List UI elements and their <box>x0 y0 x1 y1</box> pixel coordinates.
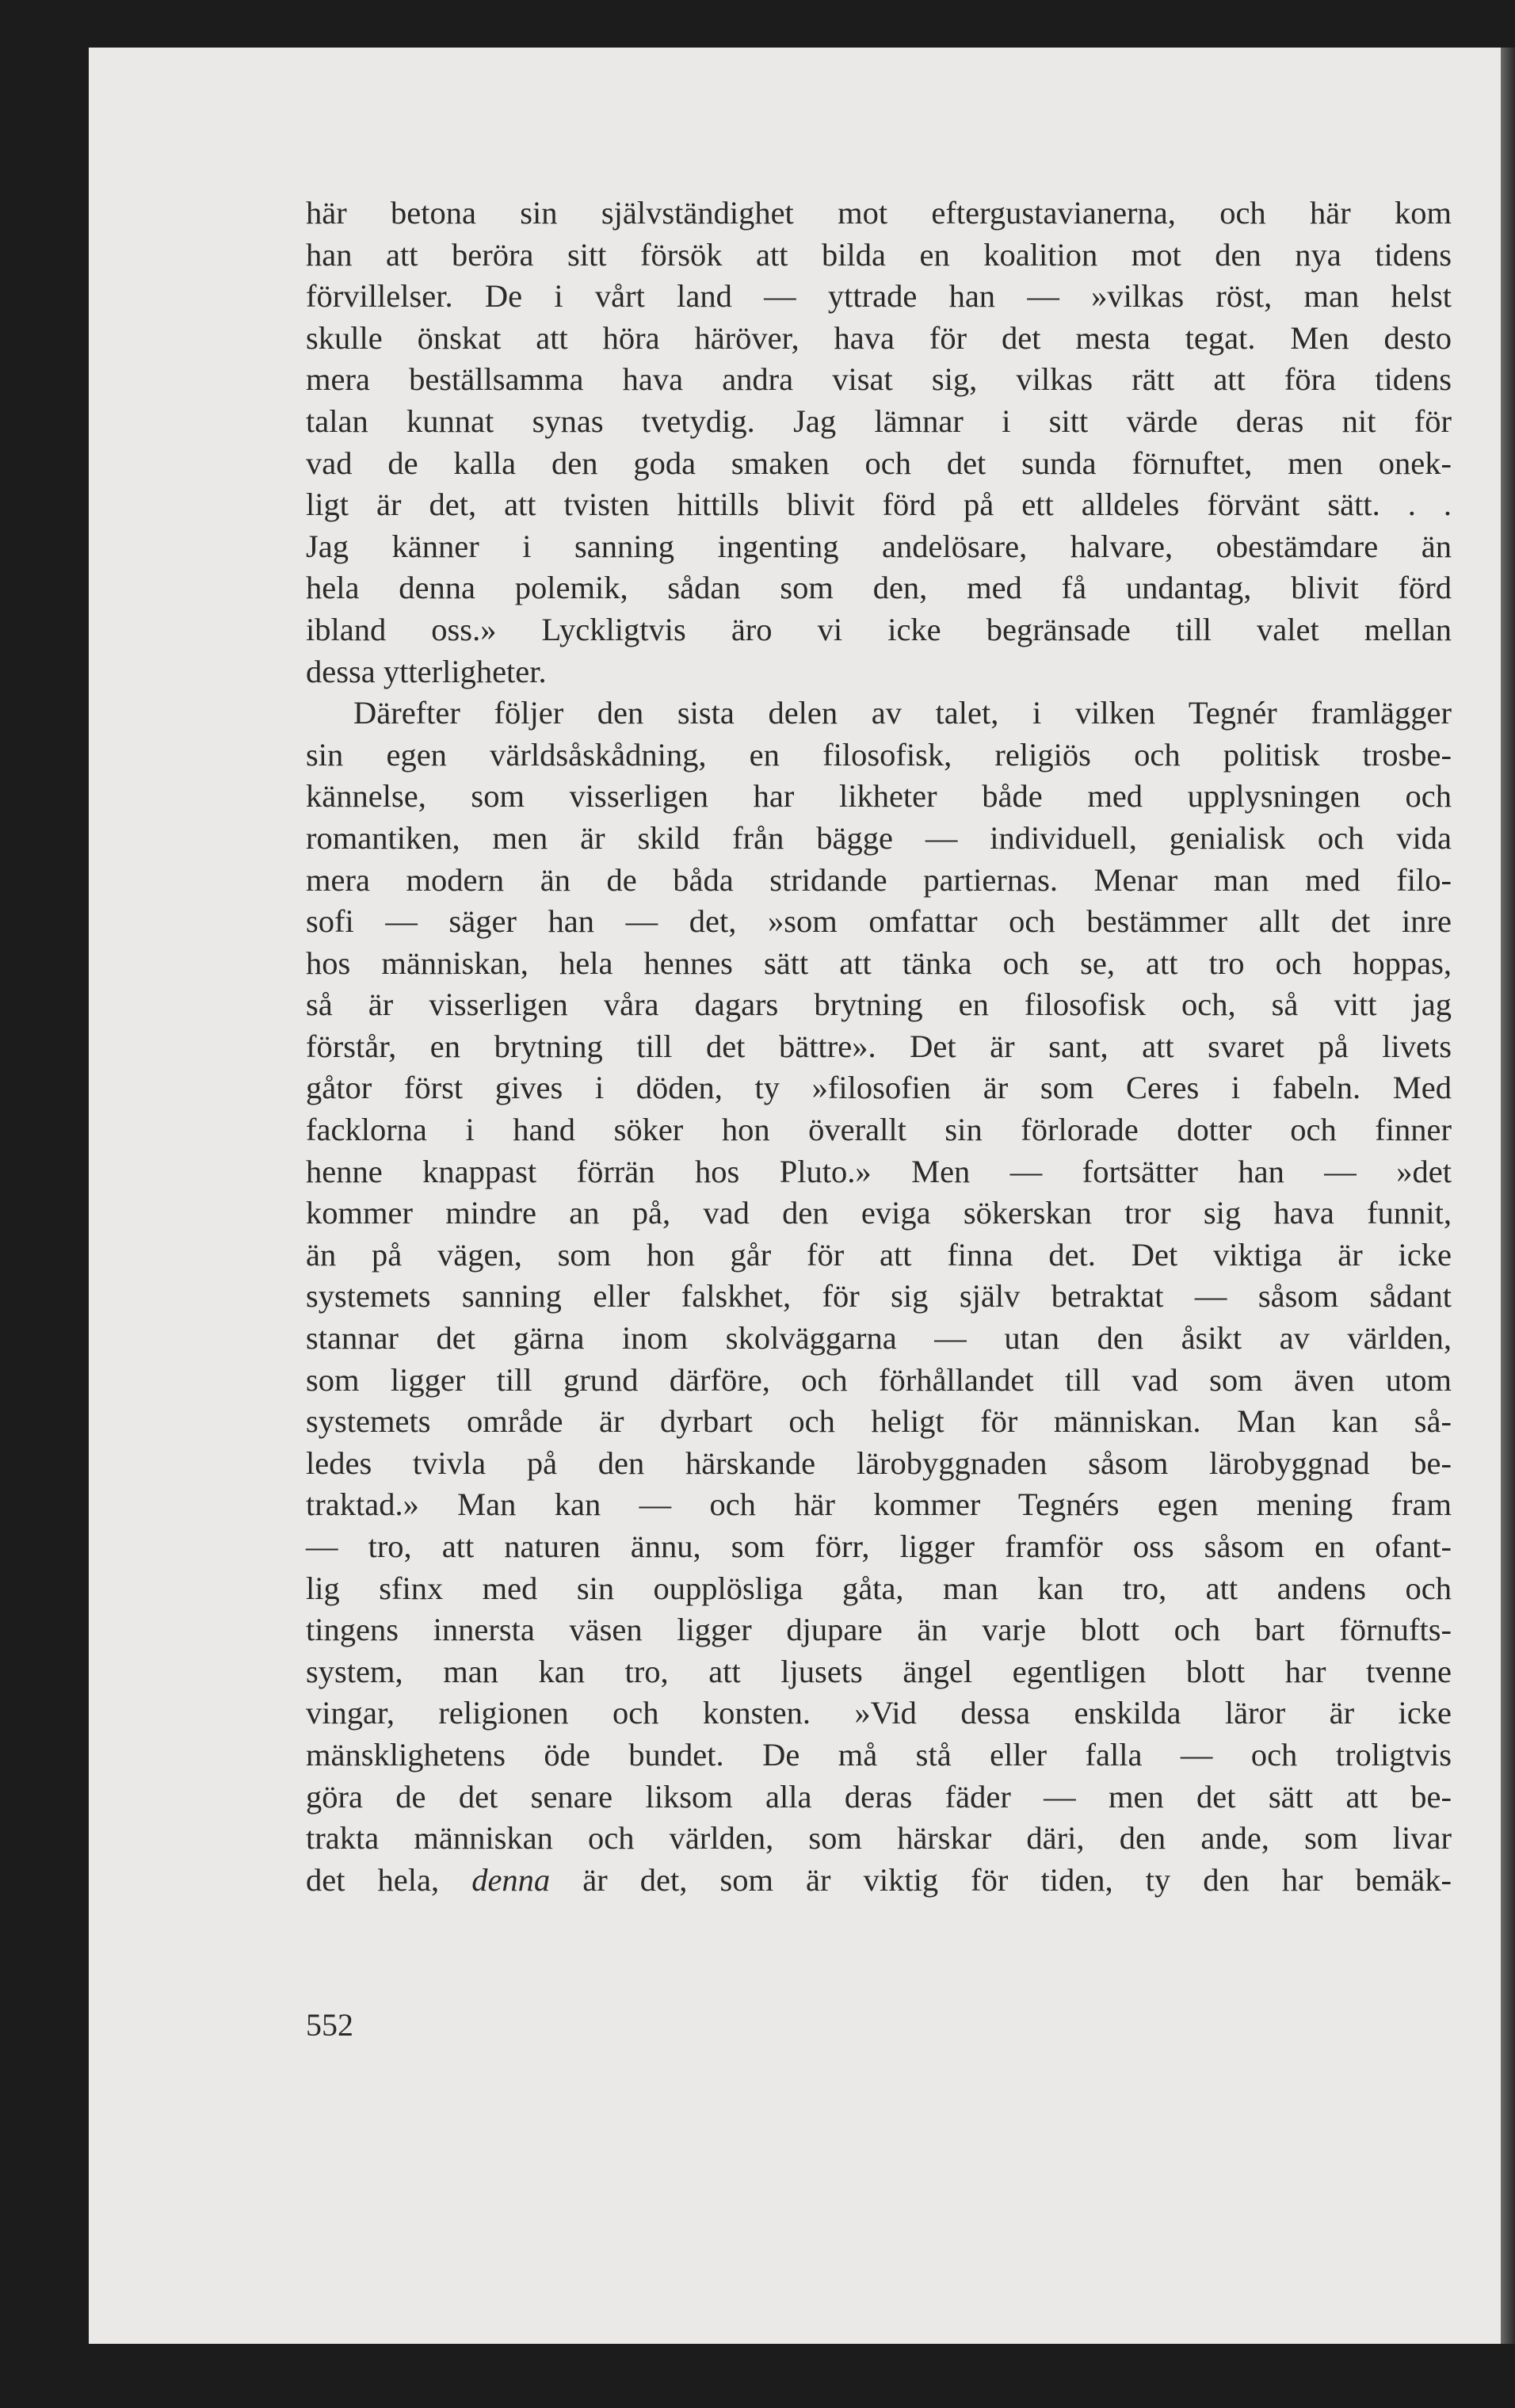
text-line: romantiken, men är skild från bägge — individuell, genialisk och vida <box>306 819 1452 856</box>
text-line: sofi — säger han — det, »som omfattar och bestämmer allt det inre <box>306 903 1452 940</box>
text-line: skulle önskat att höra häröver, hava för det mesta tegat. Men desto <box>306 319 1452 356</box>
text-line: ledes tvivla på den härskande lärobyggnaden såsom lärobyggnad be- <box>306 1444 1452 1481</box>
page-number: 552 <box>306 2007 353 2043</box>
text-line: han att beröra sitt försök att bilda en koalition mot den nya tidens <box>306 236 1452 273</box>
text-line: hos människan, hela hennes sätt att tänka och se, att tro och hoppas, <box>306 945 1452 981</box>
text-line: kommer mindre an på, vad den eviga sökerskan tror sig hava funnit, <box>306 1195 1452 1231</box>
text-line: Jag känner i sanning ingenting andelösare, halvare, obestämdare än <box>306 528 1452 564</box>
text-line: hela denna polemik, sådan som den, med få undantag, blivit förd <box>306 570 1452 606</box>
text-line: system, man kan tro, att ljusets ängel egentligen blott har tvenne <box>306 1653 1452 1689</box>
text-line: — tro, att naturen ännu, som förr, ligger framför oss såsom en ofant- <box>306 1528 1452 1564</box>
text-line: trakta människan och världen, som härskar däri, den ande, som livar <box>306 1820 1452 1857</box>
text-line: tingens innersta väsen ligger djupare än varje blott och bart förnufts- <box>306 1612 1452 1648</box>
text-line: sin egen världsåskådning, en filosofisk, religiös och politisk trosbe- <box>306 736 1452 773</box>
paragraph-start-line: Därefter följer den sista delen av talet, i vilken Tegnér framlägger <box>353 695 1452 731</box>
text-line: henne knappast förrän hos Pluto.» Men — fortsätter han — »det <box>306 1153 1452 1189</box>
text-line: stannar det gärna inom skolväggarna — utan den åsikt av världen, <box>306 1320 1452 1357</box>
text-line-last <box>306 1860 1452 1902</box>
text-line: mänsklighetens öde bundet. De må stå eller falla — och troligtvis <box>306 1736 1452 1773</box>
emphasis-word: denna <box>471 1861 551 1898</box>
text-line: göra de det senare liksom alla deras fäder — men det sätt att be- <box>306 1778 1452 1815</box>
body-text <box>306 193 1452 1901</box>
text-line: gåtor först gives i döden, ty »filosofien är som Ceres i fabeln. Med <box>306 1070 1452 1106</box>
text-line: så är visserligen våra dagars brytning en filosofisk och, så vitt jag <box>306 986 1452 1023</box>
text-line: mera modern än de båda stridande partiernas. Menar man med filo- <box>306 861 1452 898</box>
text-line: förvillelser. De i vårt land — yttrade han — »vilkas röst, man helst <box>306 278 1452 315</box>
text-line: här betona sin självständighet mot eftergustavianerna, och här kom <box>306 195 1452 231</box>
text-line: förstår, en brytning till det bättre». Det är sant, att svaret på livets <box>306 1028 1452 1064</box>
text-line: traktad.» Man kan — och här kommer Tegnérs egen mening fram <box>306 1486 1452 1523</box>
text-line: än på vägen, som hon går för att finna det. Det viktiga är icke <box>306 1236 1452 1273</box>
last-line-start: det hela, <box>306 1861 472 1898</box>
text-line: ligt är det, att tvisten hittills blivit förd på ett alldeles förvänt sätt. . . <box>306 487 1452 523</box>
text-line: facklorna i hand söker hon överallt sin förlorade dotter och finner <box>306 1112 1452 1148</box>
text-line: talan kunnat synas tvetydig. Jag lämnar i sitt värde deras nit för <box>306 403 1452 439</box>
text-line: lig sfinx med sin oupplösliga gåta, man kan tro, att andens och <box>306 1570 1452 1606</box>
text-line: ibland oss.» Lyckligtvis äro vi icke begränsade till valet mellan <box>306 611 1452 647</box>
text-line: kännelse, som visserligen har likheter både med upplysningen och <box>306 778 1452 815</box>
text-line: som ligger till grund därföre, och förhållandet till vad som även utom <box>306 1361 1452 1398</box>
text-line: mera beställsamma hava andra visat sig, vilkas rätt att föra tidens <box>306 361 1452 398</box>
text-line: systemets sanning eller falskhet, för sig själv betraktat — såsom sådant <box>306 1278 1452 1315</box>
text-line: vad de kalla den goda smaken och det sunda förnuftet, men onek- <box>306 445 1452 481</box>
text-line: vingar, religionen och konsten. »Vid dessa enskilda läror är icke <box>306 1695 1452 1731</box>
text-line: systemets område är dyrbart och heligt för människan. Man kan så- <box>306 1403 1452 1440</box>
text-line: dessa ytterligheter. <box>306 653 547 689</box>
last-line-end: är det, som är viktig för tiden, ty den har bemäk- <box>550 1861 1452 1898</box>
page-edge <box>1501 48 1515 2344</box>
